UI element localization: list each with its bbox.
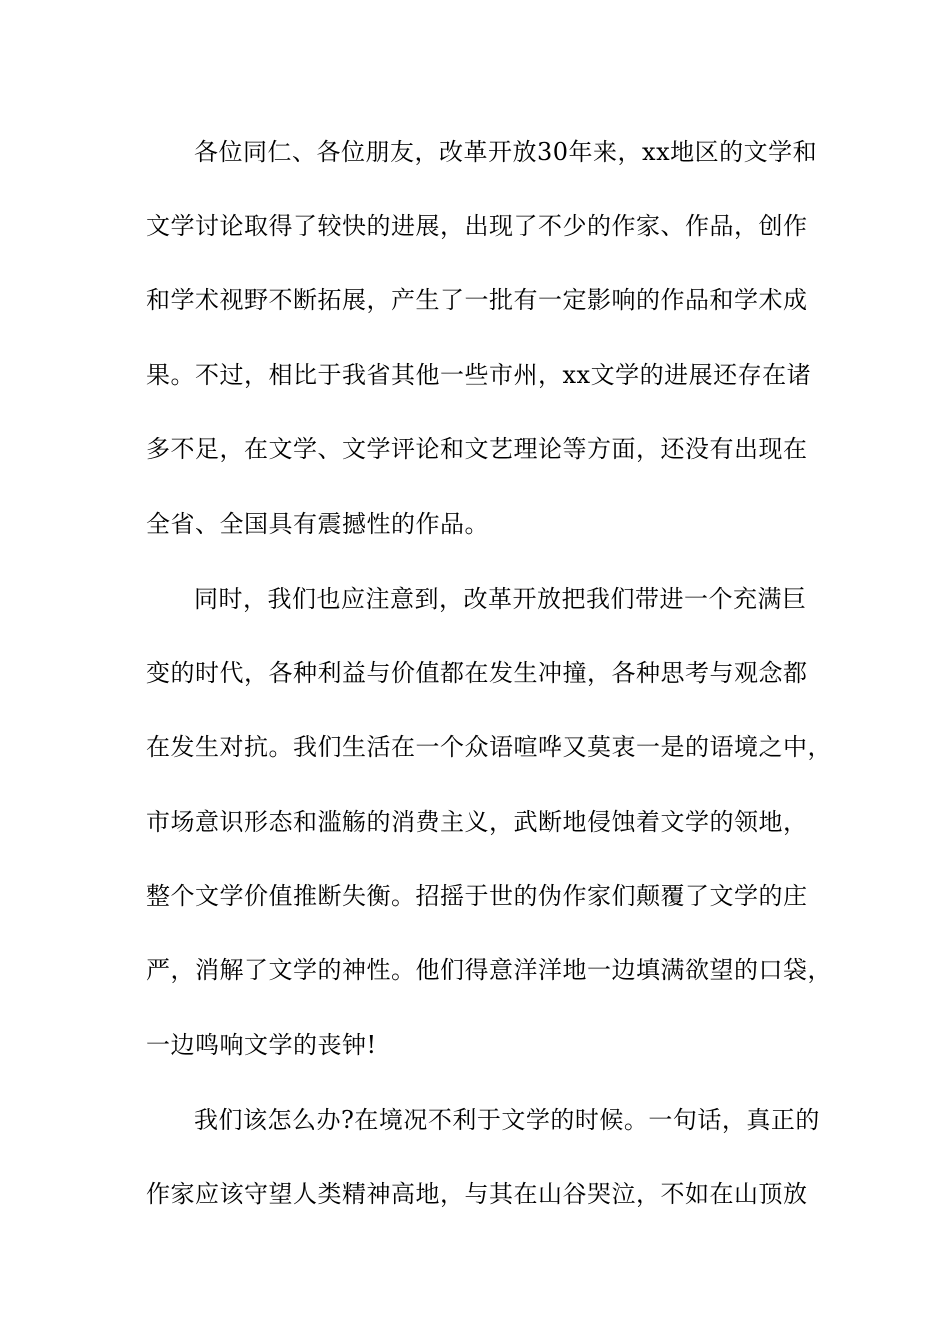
paragraph-3-line-1: 我们该怎么办?在境况不利于文学的时候。一句话，真正的	[194, 1106, 820, 1134]
paragraph-2-line-1: 同时，我们也应注意到，改革开放把我们带进一个充满巨	[194, 585, 807, 613]
paragraph-1-line-1: 各位同仁、各位朋友，改革开放30年来，xx地区的文学和	[194, 138, 818, 166]
paragraph-2-line-6: 严，消解了文学的神性。他们得意洋洋地一边填满欲望的口袋，	[146, 956, 832, 984]
paragraph-3-line-2: 作家应该守望人类精神高地，与其在山谷哭泣，不如在山顶放	[146, 1180, 808, 1208]
paragraph-2-line-3: 在发生对抗。我们生活在一个众语喧哗又莫衷一是的语境之中，	[146, 733, 832, 761]
paragraph-1-line-2: 文学讨论取得了较快的进展，出现了不少的作家、作品，创作	[146, 212, 808, 240]
paragraph-1-line-3: 和学术视野不断拓展，产生了一批有一定影响的作品和学术成	[146, 286, 808, 314]
paragraph-2-line-5: 整个文学价值推断失衡。招摇于世的伪作家们颠覆了文学的庄	[146, 882, 808, 910]
paragraph-2-line-2: 变的时代，各种利益与价值都在发生冲撞，各种思考与观念都	[146, 659, 808, 687]
paragraph-1-line-6: 全省、全国具有震撼性的作品。	[146, 510, 489, 538]
paragraph-2-line-4: 市场意识形态和滥觞的消费主义，武断地侵蚀着文学的领地，	[146, 808, 808, 836]
paragraph-2-line-7: 一边鸣响文学的丧钟!	[146, 1031, 377, 1059]
paragraph-1-line-4: 果。不过，相比于我省其他一些市州，xx文学的进展还存在诸	[146, 361, 812, 389]
paragraph-1-line-5: 多不足，在文学、文学评论和文艺理论等方面，还没有出现在	[146, 435, 808, 463]
